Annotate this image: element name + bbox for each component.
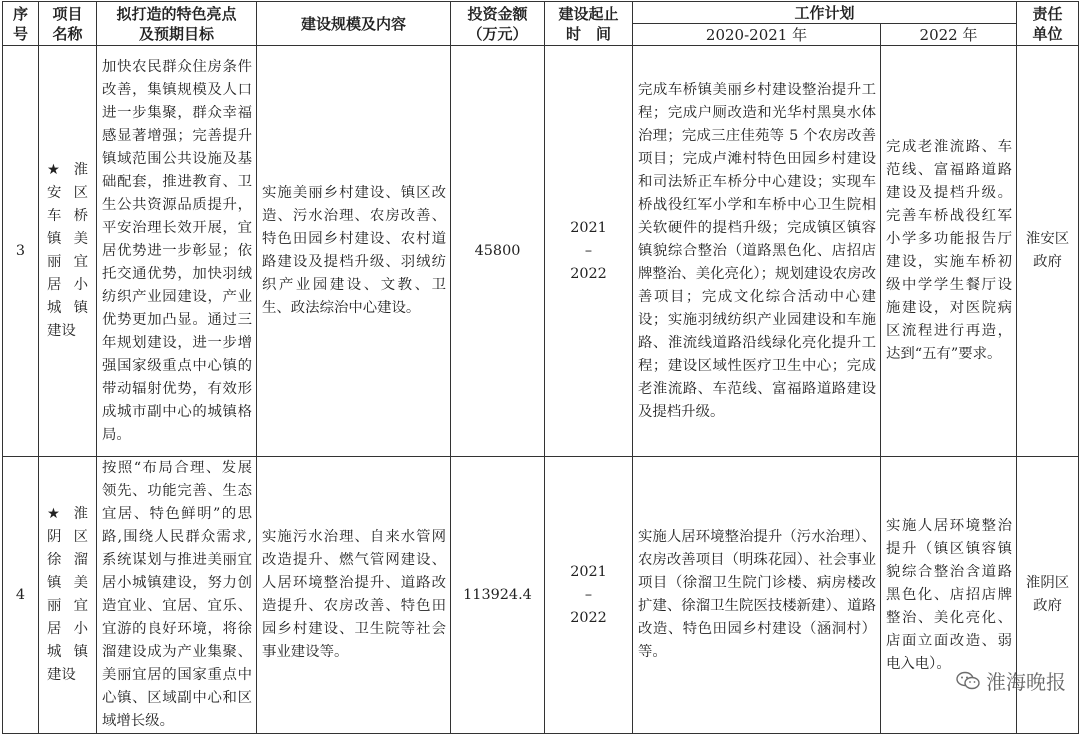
table-row: [3, 457, 1079, 734]
header-unit: 责任 单位: [1017, 2, 1079, 46]
row-name: [39, 46, 97, 457]
row-plan-2022: 完成老淮流路、车范线、富福路道路建设及提档升级。完善车桥战役红军小学多功能报告厅建设，实施车桥初级中学学生餐厅设施建设，对医院病区流程进行再造，达到“五有”要求。: [881, 46, 1017, 457]
row-unit: 淮阴区 政府: [1017, 457, 1079, 734]
watermark: [956, 666, 1066, 695]
period-separator: –: [584, 586, 593, 603]
header-seq: 序 号: [3, 2, 39, 46]
header-period: 建设起止 时 间: [545, 2, 633, 46]
row-seq: 4: [3, 457, 39, 734]
row-unit: 淮安区 政府: [1017, 46, 1079, 457]
row-investment: 45800: [451, 46, 545, 457]
table-row: [3, 46, 1079, 457]
period-end: 2022: [570, 265, 607, 282]
star-icon: ★: [47, 162, 74, 178]
row-name: [39, 457, 97, 734]
project-name: 淮安区车桥镇美丽宜居小城镇建设: [47, 162, 88, 339]
row-plan-2022: 实施人居环境整治提升（镇区镇容镇貌综合整治含道路黑色化、店招店牌整治、美化亮化、店面立面改造、弱电入电）。: [881, 457, 1017, 734]
period-end: 2022: [570, 609, 607, 626]
header-investment: 投资金额 （万元）: [451, 2, 545, 46]
row-period: [545, 46, 633, 457]
row-investment: 113924.4: [451, 457, 545, 734]
period-start: 2021: [570, 219, 607, 236]
row-plan-2020: 实施人居环境整治提升（污水治理）、农房改善项目（明珠花园）、社会事业项目（徐溜卫生院门诊楼、病房楼改扩建、徐溜卫生院医技楼新建）、道路改造、特色田园乡村建设（涵洞村）等。: [633, 457, 881, 734]
row-scope: 实施美丽乡村建设、镇区改造、污水治理、农房改善、特色田园乡村建设、农村道路建设及提档升级、羽绒纺织产业园建设、文教、卫生、政法综治中心建设。: [257, 46, 451, 457]
star-icon: ★: [47, 506, 74, 522]
watermark-text: 淮海晚报: [986, 670, 1066, 694]
header-plan-2022: 2022 年: [881, 24, 1017, 46]
header-highlights: 拟打造的特色亮点 及预期目标: [97, 2, 257, 46]
row-plan-2020: 完成车桥镇美丽乡村建设整治提升工程；完成户厕改造和光华村黑臭水体治理；完成三庄佳苑等 5 个农房改善项目；完成卢滩村特色田园乡村建设和司法矫正车桥分中心建设；实现车桥战役红军小学和车桥中心卫生院相关软硬件的提档升级；完成镇区镇容镇貌综合整治（道路黑色化、店招店牌整治、美化亮化）；规划建设农房改善项目；完成文化综合活动中心建设；实施羽绒纺织产业园建设和车施路、淮流线道路沿线绿化亮化提升工程；建设区域性医疗卫生中心；完成老淮流路、车范线、富福路道路建设及提档升级。: [633, 46, 881, 457]
row-scope: 实施污水治理、自来水管网改造提升、燃气管网建设、人居环境整治提升、道路改造提升、农房改善、特色田园乡村建设、卫生院等社会事业建设等。: [257, 457, 451, 734]
project-table: [2, 1, 1079, 734]
wechat-logo-icon: [956, 671, 980, 691]
header-plan-2020: 2020-2021 年: [633, 24, 881, 46]
row-highlights: 加快农民群众住房条件改善，集镇规模及人口进一步集聚，群众幸福感显著增强；完善提升镇域范围公共设施及基础配套，推进教育、卫生公共资源品质提升，平安治理长效开展，宜居优势进一步彰显；依托交通优势，加快羽绒纺织产业园建设，产业优势更加凸显。通过三年规划建设，进一步增强国家级重点中心镇的带动辐射优势，有效形成城市副中心的城镇格局。: [97, 46, 257, 457]
row-highlights: 按照“布局合理、发展领先、功能完善、生态宜居、特色鲜明”的思路,围绕人民群众需求,系统谋划与推进美丽宜居小城镇建设，努力创造宜业、宜居、宜乐、宜游的良好环境，将徐溜建设成为产业集聚、美丽宜居的国家重点中心镇、区域副中心和区域增长级。: [97, 457, 257, 734]
period-separator: –: [584, 242, 593, 259]
row-period: [545, 457, 633, 734]
project-name: 淮阴区徐溜镇美丽宜居小城镇建设: [47, 506, 88, 683]
period-start: 2021: [570, 563, 607, 580]
header-plan: 工作计划: [633, 2, 1017, 24]
header-name: 项目 名称: [39, 2, 97, 46]
row-seq: 3: [3, 46, 39, 457]
header-scope: 建设规模及内容: [257, 2, 451, 46]
